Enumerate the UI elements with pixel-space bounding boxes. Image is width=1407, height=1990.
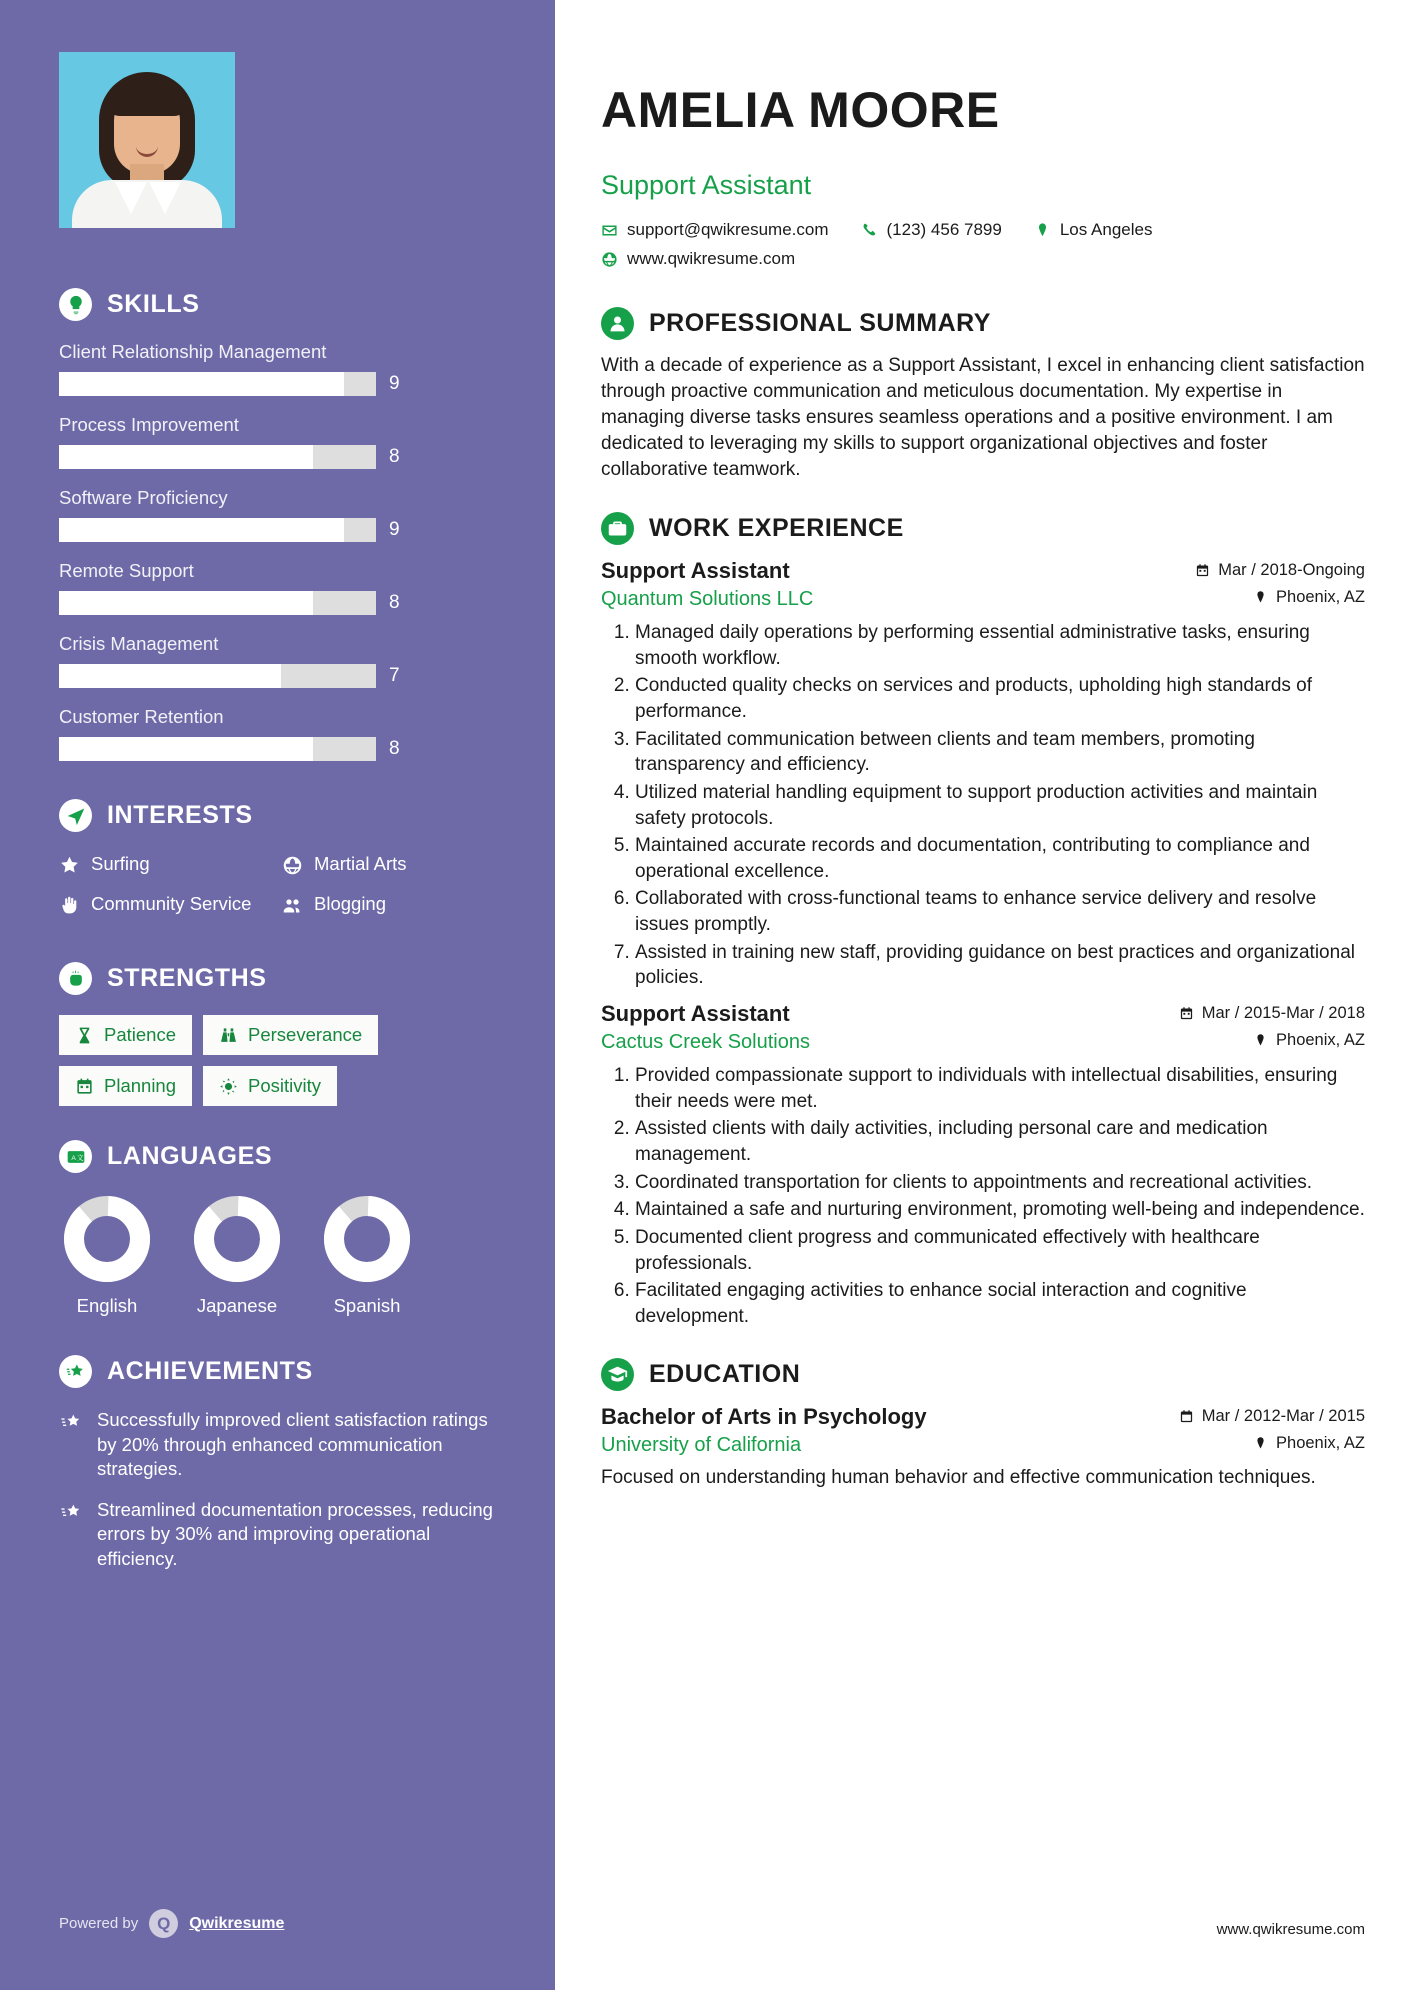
- contact-item[interactable]: [861, 220, 1002, 240]
- strength-chip: [203, 1066, 337, 1106]
- website-footer: www.qwikresume.com: [1216, 1921, 1365, 1938]
- phone-icon: [861, 222, 878, 239]
- skills-section: [59, 288, 505, 761]
- achievement-item: [59, 1498, 505, 1572]
- interests-header: [59, 799, 505, 832]
- interest-item: [59, 892, 282, 916]
- degree-title: Bachelor of Arts in Psychology: [601, 1404, 927, 1430]
- education-title: EDUCATION: [649, 1360, 801, 1389]
- contact-value: (123) 456 7899: [886, 220, 1002, 239]
- interest-label: Surfing: [91, 853, 150, 874]
- job-bullet: 3. Coordinated transportation for clients to appointments and recreational activities.: [635, 1170, 1365, 1196]
- work-header: [601, 512, 1365, 545]
- sidebar: [0, 0, 555, 1990]
- skill-label: Crisis Management: [59, 633, 219, 654]
- skills-header: [59, 288, 505, 321]
- hourglass-icon: [75, 1026, 94, 1045]
- professional-summary-section: [601, 307, 1365, 483]
- job-dates: Mar / 2018-Ongoing: [1195, 561, 1365, 580]
- job-bullet-list: [601, 620, 1365, 991]
- school-name: University of California: [601, 1434, 802, 1457]
- job-dates: Mar / 2015-Mar / 2018: [1179, 1004, 1365, 1023]
- skill-item: [59, 560, 505, 615]
- qwikresume-logo-icon: Q: [149, 1909, 178, 1938]
- skill-value: 8: [389, 738, 400, 759]
- skill-bar: [59, 372, 376, 396]
- achievements-title: ACHIEVEMENTS: [107, 1357, 313, 1385]
- job-title: Support Assistant: [601, 558, 790, 584]
- people-icon: [282, 895, 303, 916]
- interests-title: INTERESTS: [107, 801, 253, 829]
- job-bullet: 4. Maintained a safe and nurturing environment, promoting well-being and independence.: [635, 1197, 1365, 1223]
- language-donut-chart: [61, 1193, 153, 1285]
- job-entry: [601, 1001, 1365, 1329]
- language-label: Spanish: [333, 1295, 401, 1316]
- education-dates-text: Mar / 2012-Mar / 2015: [1201, 1407, 1365, 1426]
- skill-value: 7: [389, 665, 400, 686]
- skill-item: [59, 633, 505, 688]
- strength-chip: [203, 1015, 378, 1055]
- interest-label: Martial Arts: [314, 853, 407, 874]
- education-location: [1253, 1434, 1365, 1453]
- job-bullet: 4. Utilized material handling equipment to support production activities and maintain safety protocols.: [635, 780, 1365, 831]
- sun-icon: [219, 1077, 238, 1096]
- job-bullet: 3. Facilitated communication between clients and team members, promoting transparency and efficiency.: [635, 727, 1365, 778]
- calendar-icon: [75, 1077, 94, 1096]
- skill-label: Customer Retention: [59, 706, 224, 727]
- work-experience-section: [601, 512, 1365, 1329]
- job-organization: Cactus Creek Solutions: [601, 1031, 810, 1054]
- job-organization: Quantum Solutions LLC: [601, 588, 814, 611]
- skill-bar: [59, 737, 376, 761]
- job-role-subtitle: Support Assistant: [601, 170, 812, 200]
- globe-icon: [601, 251, 618, 268]
- skill-label: Software Proficiency: [59, 487, 228, 508]
- skills-title: SKILLS: [107, 290, 200, 318]
- job-bullet: 2. Assisted clients with daily activities, including personal care and medication management.: [635, 1116, 1365, 1167]
- interests-list: [59, 852, 505, 932]
- contact-list: [601, 220, 1365, 278]
- strengths-list: [59, 1015, 505, 1106]
- achievement-item: [59, 1408, 505, 1482]
- job-entry: [601, 558, 1365, 991]
- languages-list: [59, 1193, 505, 1317]
- achievement-text: Streamlined documentation processes, reducing errors by 30% and improving operational efficiency.: [97, 1498, 493, 1569]
- skill-item: [59, 487, 505, 542]
- strength-label: Patience: [104, 1024, 176, 1045]
- interests-section: [59, 799, 505, 932]
- hand-icon: [59, 895, 80, 916]
- job-bullet-list: [601, 1063, 1365, 1329]
- binoculars-icon: [219, 1026, 238, 1045]
- profile-photo: [59, 52, 235, 228]
- skill-item: [59, 706, 505, 761]
- education-section: [601, 1358, 1365, 1491]
- calendar-icon: [1195, 563, 1210, 578]
- languages-header: [59, 1140, 505, 1173]
- skill-item: [59, 414, 505, 469]
- jobs-list: [601, 558, 1365, 1329]
- education-entry: [601, 1404, 1365, 1491]
- skills-list: [59, 341, 505, 761]
- summary-text: With a decade of experience as a Support Assistant, I excel in enhancing client satisfaction through proactive communication and meticulous documentation. My expertise in managing diverse tasks ensures seamless operations and a positive environment. I am dedicated to leveraging my skills to support organizational objectives and foster collaborative teamwork.: [601, 355, 1365, 481]
- interest-label: Blogging: [314, 893, 387, 914]
- job-title: Support Assistant: [601, 1001, 790, 1027]
- strength-label: Perseverance: [248, 1024, 363, 1045]
- education-dates: [1179, 1407, 1365, 1426]
- calendar-icon: [1179, 1006, 1194, 1021]
- interest-item: [282, 892, 505, 916]
- skill-item: [59, 341, 505, 396]
- main-content: [555, 0, 1407, 1990]
- language-donut-chart: [191, 1193, 283, 1285]
- graduation-icon: [601, 1358, 634, 1391]
- education-header: [601, 1358, 1365, 1391]
- language-item: [189, 1193, 285, 1317]
- language-donut-chart: [321, 1193, 413, 1285]
- strength-chip: [59, 1015, 192, 1055]
- language-label: English: [76, 1295, 138, 1316]
- interest-label: Community Service: [91, 893, 252, 914]
- interest-item: [59, 852, 282, 876]
- shooting-star-icon: [59, 1501, 84, 1523]
- page-title: AMELIA MOORE: [601, 81, 1000, 138]
- job-location: Phoenix, AZ: [1253, 588, 1365, 607]
- job-bullet: 6. Facilitated engaging activities to enhance social interaction and cognitive development.: [635, 1278, 1365, 1329]
- strengths-title: STRENGTHS: [107, 964, 267, 992]
- location-icon: [1253, 590, 1268, 605]
- job-bullet: 5. Maintained accurate records and documentation, contributing to compliance and operational excellence.: [635, 833, 1365, 884]
- calendar-icon: [1179, 1409, 1194, 1424]
- achievements-list: [59, 1408, 505, 1572]
- education-description: Focused on understanding human behavior and effective communication techniques.: [601, 1467, 1316, 1489]
- skill-value: 8: [389, 446, 400, 467]
- location-icon: [1253, 1033, 1268, 1048]
- lightbulb-icon: [59, 288, 92, 321]
- translate-icon: [59, 1140, 92, 1173]
- skill-label: Process Improvement: [59, 414, 239, 435]
- location-icon: [1034, 222, 1051, 239]
- email-icon: [601, 222, 618, 239]
- language-label: Japanese: [196, 1295, 278, 1316]
- contact-item[interactable]: [601, 249, 795, 269]
- job-bullet: 1. Managed daily operations by performing essential administrative tasks, ensuring smooth workflow.: [635, 620, 1365, 671]
- job-bullet: 2. Conducted quality checks on services and products, upholding high standards of performance.: [635, 673, 1365, 724]
- globe-icon: [282, 855, 303, 876]
- qwikresume-brand-link[interactable]: Qwikresume: [189, 1914, 285, 1932]
- contact-value: www.qwikresume.com: [627, 249, 796, 268]
- interest-item: [282, 852, 505, 876]
- job-bullet: 5. Documented client progress and communicated effectively with healthcare professionals.: [635, 1225, 1365, 1276]
- svg-text:A: A: [70, 1154, 76, 1162]
- education-location-text: Phoenix, AZ: [1276, 1434, 1365, 1453]
- skill-value: 9: [389, 373, 400, 394]
- job-location: Phoenix, AZ: [1253, 1031, 1365, 1050]
- skill-bar: [59, 591, 376, 615]
- strengths-header: [59, 962, 505, 995]
- shooting-star-icon: [59, 1411, 84, 1433]
- contact-value: Los Angeles: [1059, 220, 1153, 239]
- languages-section: [59, 1140, 505, 1317]
- strengths-section: [59, 962, 505, 1106]
- skill-bar: [59, 664, 376, 688]
- person-circle-icon: [601, 307, 634, 340]
- languages-title: LANGUAGES: [107, 1142, 273, 1170]
- fist-icon: [59, 962, 92, 995]
- work-title: WORK EXPERIENCE: [649, 514, 904, 543]
- strength-label: Planning: [104, 1075, 177, 1096]
- strength-chip: [59, 1066, 192, 1106]
- powered-by-label: Powered by: [59, 1915, 139, 1932]
- star-badge-icon: [59, 1355, 92, 1388]
- skill-value: 8: [389, 592, 400, 613]
- job-bullet: 6. Collaborated with cross-functional teams to enhance service delivery and resolve issues promptly.: [635, 886, 1365, 937]
- pin-icon: [1253, 1436, 1268, 1451]
- star-icon: [59, 855, 80, 876]
- skill-bar: [59, 518, 376, 542]
- skill-value: 9: [389, 519, 400, 540]
- svg-text:文: 文: [76, 1154, 83, 1162]
- achievements-section: [59, 1355, 505, 1572]
- language-item: [319, 1193, 415, 1317]
- achievement-text: Successfully improved client satisfaction ratings by 20% through enhanced communication strategies.: [97, 1409, 488, 1480]
- skill-label: Client Relationship Management: [59, 341, 327, 362]
- job-bullet: 1. Provided compassionate support to individuals with intellectual disabilities, ensuring their needs were met.: [635, 1063, 1365, 1114]
- paper-plane-icon: [59, 799, 92, 832]
- contact-value: support@qwikresume.com: [627, 220, 829, 239]
- powered-by-footer: [59, 1909, 284, 1938]
- achievements-header: [59, 1355, 505, 1388]
- briefcase-icon: [601, 512, 634, 545]
- summary-title: PROFESSIONAL SUMMARY: [649, 309, 991, 337]
- job-bullet: 7. Assisted in training new staff, providing guidance on best practices and organizational policies.: [635, 940, 1365, 991]
- strength-label: Positivity: [248, 1075, 322, 1096]
- skill-bar: [59, 445, 376, 469]
- contact-item[interactable]: [1034, 220, 1153, 240]
- language-item: [59, 1193, 155, 1317]
- skill-label: Remote Support: [59, 560, 194, 581]
- summary-header: [601, 307, 1365, 340]
- contact-item[interactable]: [601, 220, 829, 240]
